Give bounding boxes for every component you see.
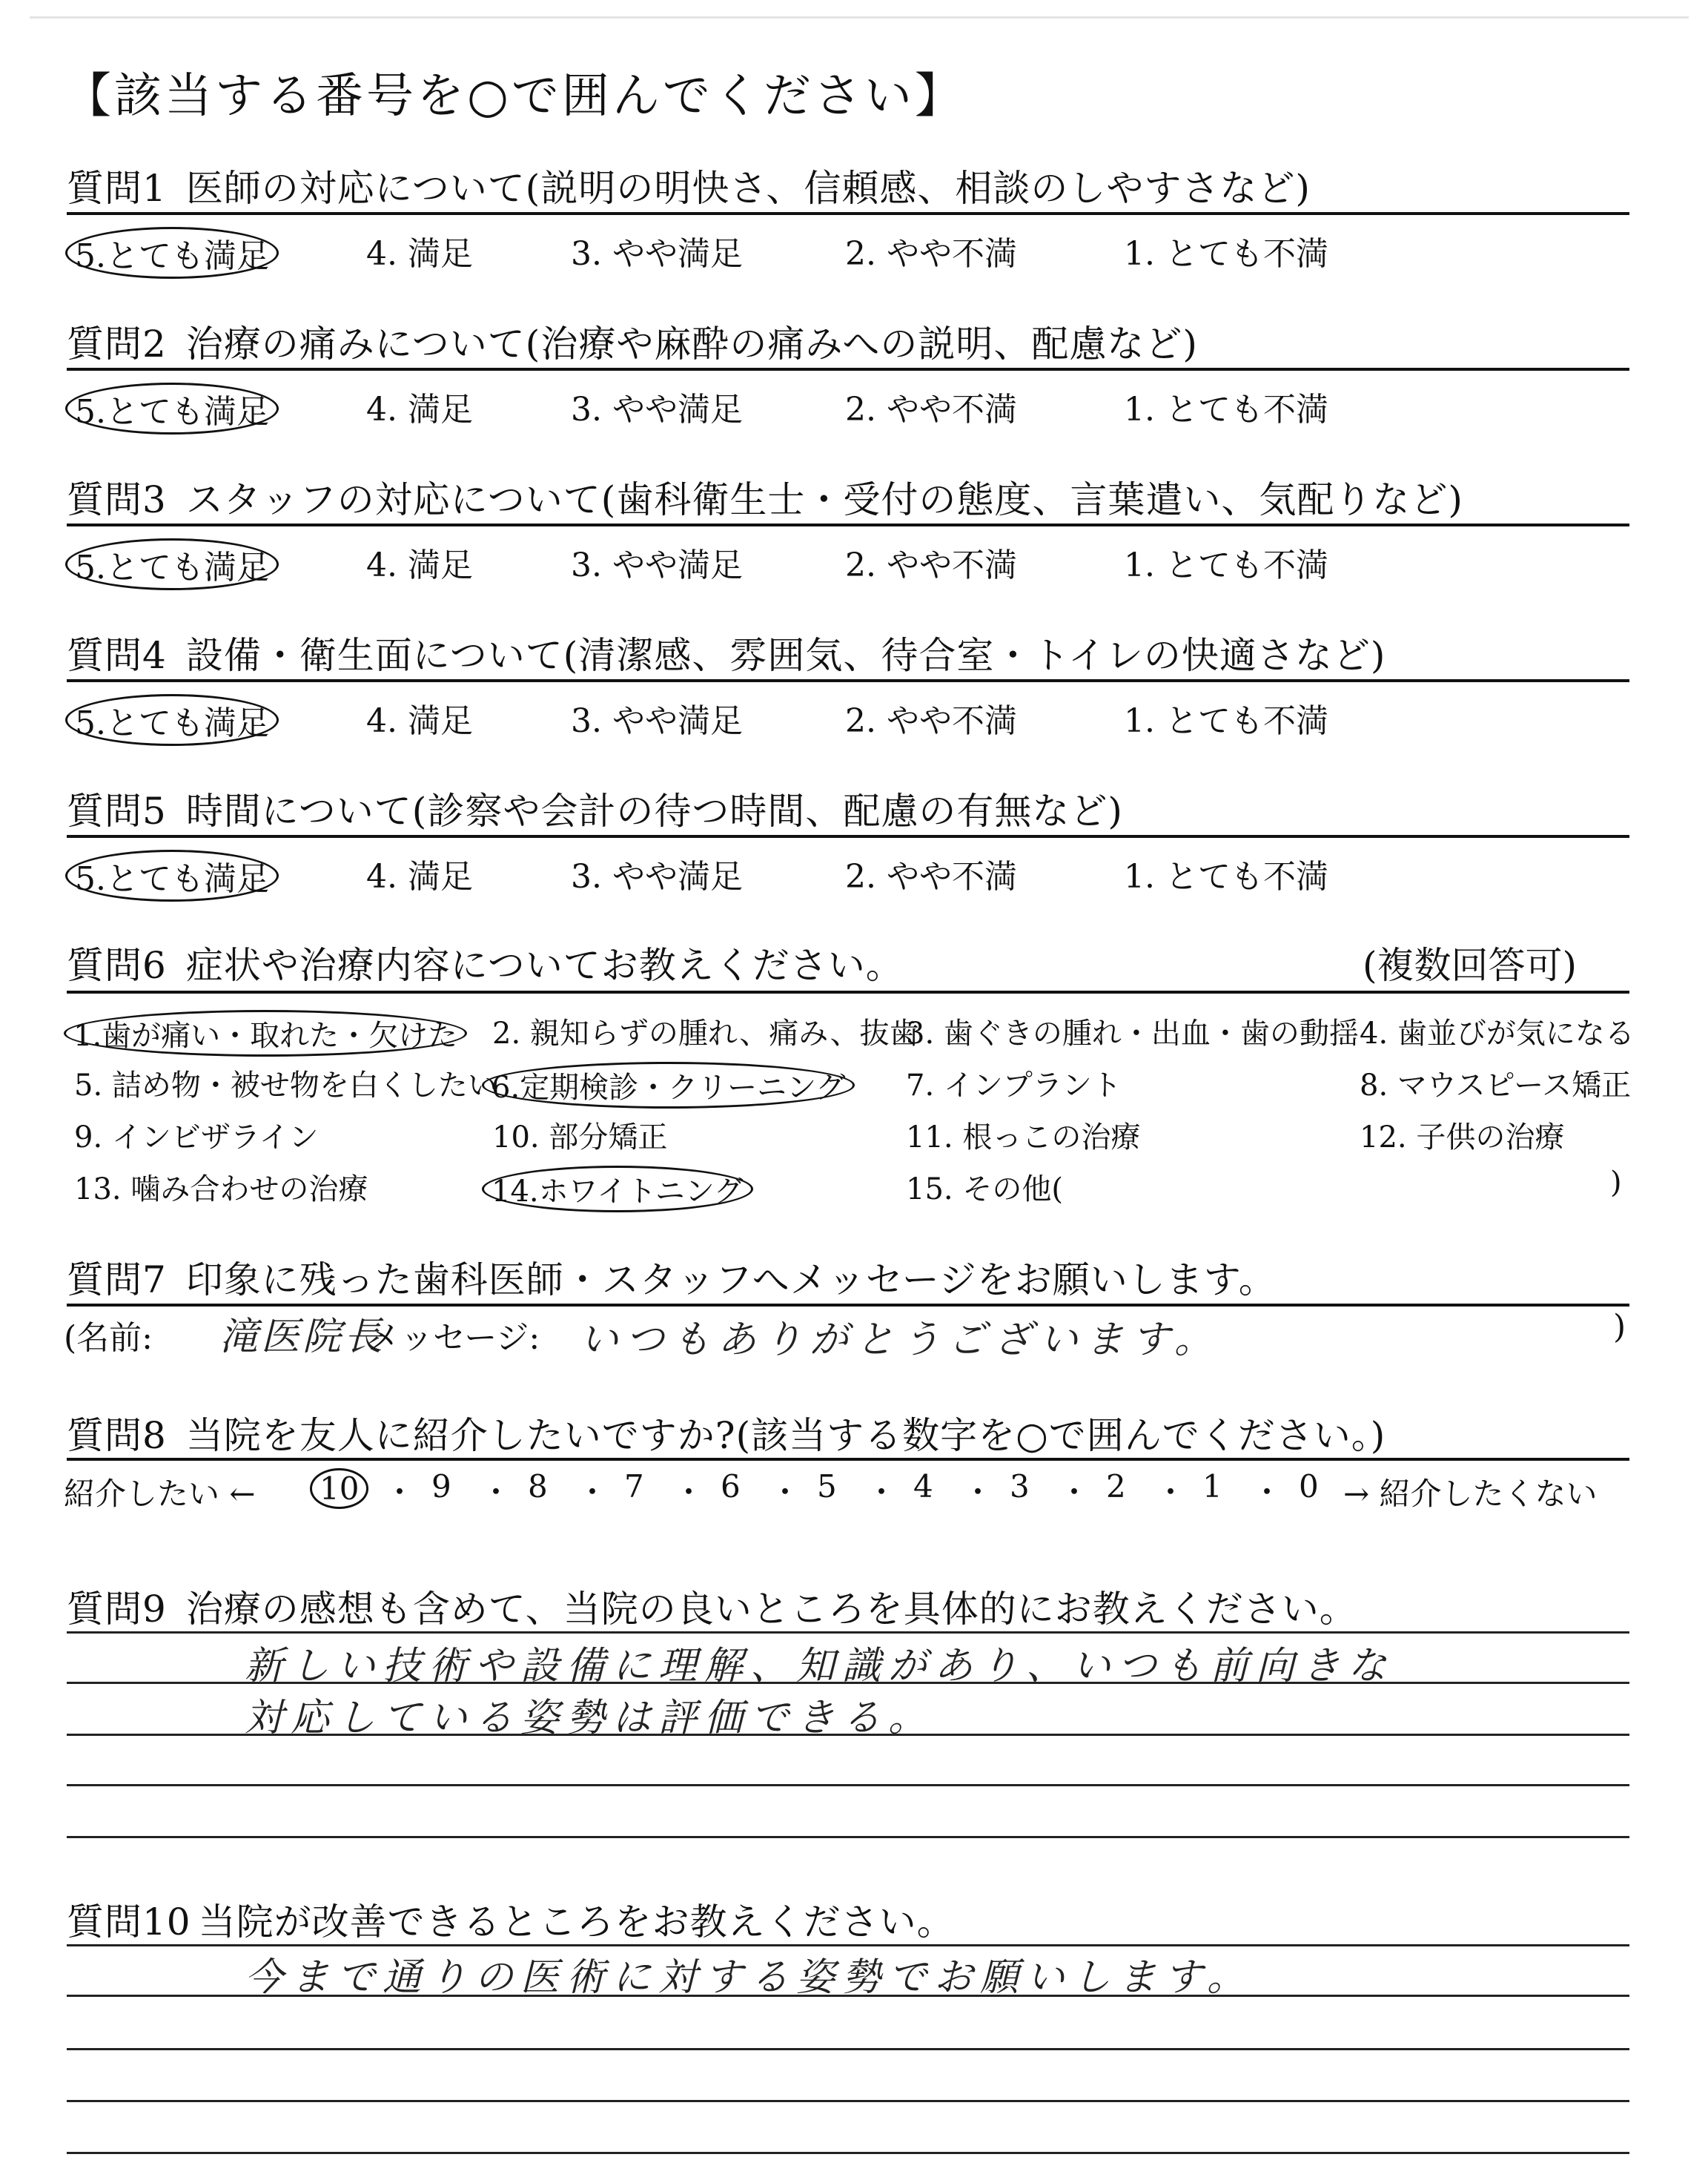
q8-scale-4[interactable]: 4 (913, 1468, 933, 1505)
q3-option-label: 3. やや満足 (571, 546, 743, 584)
q1-option-label: 5.とても満足 (65, 227, 279, 279)
q4-option-label: 2. やや不満 (845, 702, 1017, 740)
q8-scale-10[interactable]: 10 (310, 1468, 368, 1509)
q10-rule-3 (67, 2048, 1629, 2050)
top-border (30, 16, 1689, 19)
q6-option-7[interactable]: 7. インプラント (906, 1069, 1122, 1103)
q1-option-3[interactable] (571, 227, 743, 274)
q8-scale-8[interactable]: 8 (528, 1468, 548, 1505)
q6-option-6[interactable]: 6.定期検診・クリーニング (482, 1062, 855, 1109)
q6-option-15[interactable]: 15. その他( (906, 1172, 1063, 1206)
q6-text: 症状や治療内容についてお教えください。 (185, 944, 904, 987)
q2-option-2[interactable] (845, 383, 1017, 430)
q4-option-label: 4. 満足 (366, 702, 473, 740)
q2-option-label: 1. とても不満 (1124, 391, 1328, 429)
q3-option-1[interactable] (1124, 538, 1328, 586)
q5-option-label: 5.とても満足 (65, 850, 279, 902)
q10-answer-line-1: 今まで通りの医術に対する姿勢でお願いします。 (245, 1955, 1253, 2000)
q10-text: 当院が改善できるところをお教えください。 (198, 1900, 955, 1943)
q1-title (67, 159, 1311, 212)
q3-option-label: 2. やや不満 (845, 546, 1017, 584)
q8-scale-separator: ・ (769, 1474, 801, 1510)
q6-rule (67, 991, 1629, 994)
q5-text: 時間について(診察や会計の待つ時間、配慮の有無など) (185, 790, 1123, 833)
q8-scale-separator: ・ (1059, 1474, 1090, 1510)
q2-option-label: 2. やや不満 (845, 391, 1017, 429)
q8-left-label: 紹介したい ← (64, 1476, 256, 1512)
q9-text: 治療の感想も含めて、当院の良いところを具体的にお教えください。 (185, 1588, 1357, 1631)
q7-name-value: 滝医院長 (219, 1315, 386, 1359)
q2-option-5[interactable] (76, 383, 279, 435)
q6-title (67, 936, 904, 989)
q3-label: 質問3 (67, 478, 167, 521)
q5-option-label: 4. 満足 (366, 858, 473, 896)
q8-scale-separator: ・ (866, 1474, 898, 1510)
q3-option-3[interactable] (571, 538, 743, 586)
q1-option-label: 4. 満足 (366, 235, 473, 273)
q8-scale-2[interactable]: 2 (1106, 1468, 1126, 1505)
q2-rule (67, 368, 1629, 371)
q2-option-label: 4. 満足 (366, 391, 473, 429)
q4-option-label: 5.とても満足 (65, 694, 279, 746)
q9-rule-1 (67, 1631, 1629, 1634)
q8-scale-separator: ・ (577, 1474, 609, 1510)
q4-option-5[interactable] (76, 694, 279, 746)
q8-rule (67, 1458, 1629, 1461)
q9-label: 質問9 (67, 1588, 167, 1631)
q8-scale-separator: ・ (1251, 1474, 1283, 1510)
q6-option-11[interactable]: 11. 根っこの治療 (906, 1120, 1141, 1155)
q1-option-5[interactable] (76, 227, 279, 279)
q2-option-3[interactable] (571, 383, 743, 430)
q3-option-label: 4. 満足 (366, 546, 473, 584)
q1-option-4[interactable] (366, 227, 473, 274)
q6-option-5[interactable]: 5. 詰め物・被せ物を白くしたい (74, 1069, 497, 1103)
q6-close-paren: ) (1610, 1166, 1622, 1200)
q6-label: 質問6 (67, 944, 167, 987)
q2-option-label: 3. やや満足 (571, 391, 743, 429)
q5-title (67, 782, 1123, 835)
q8-scale-7[interactable]: 7 (624, 1468, 644, 1505)
q8-scale-separator: ・ (673, 1474, 705, 1510)
q3-option-5[interactable] (76, 538, 279, 590)
q7-text: 印象に残った歯科医師・スタッフへメッセージをお願いします。 (185, 1258, 1277, 1301)
q8-scale-separator: ・ (480, 1474, 512, 1510)
q5-option-label: 2. やや不満 (845, 858, 1017, 896)
q8-scale-3[interactable]: 3 (1010, 1468, 1030, 1505)
q10-rule-5 (67, 2152, 1629, 2154)
q4-option-3[interactable] (571, 694, 743, 742)
q5-option-1[interactable] (1124, 850, 1328, 897)
q3-title (67, 470, 1463, 524)
q6-option-3[interactable]: 3. 歯ぐきの腫れ・出血・歯の動揺 (906, 1017, 1359, 1051)
q9-rule-5 (67, 1836, 1629, 1838)
q7-message-label: メッセージ: (368, 1319, 540, 1357)
q7-label: 質問7 (67, 1258, 167, 1301)
q1-option-label: 3. やや満足 (571, 235, 743, 273)
q5-option-2[interactable] (845, 850, 1017, 897)
q3-option-label: 5.とても満足 (65, 538, 279, 590)
q4-label: 質問4 (67, 634, 167, 677)
page-title: 【該当する番号を○で囲んでください】 (64, 69, 965, 124)
q5-option-5[interactable] (76, 850, 279, 902)
q2-option-1[interactable] (1124, 383, 1328, 430)
q2-option-label: 5.とても満足 (65, 383, 279, 435)
q4-option-label: 1. とても不満 (1124, 702, 1328, 740)
q10-rule-4 (67, 2100, 1629, 2102)
q4-title (67, 626, 1386, 679)
q6-option-12[interactable]: 12. 子供の治療 (1360, 1120, 1565, 1155)
q8-scale-0[interactable]: 0 (1299, 1468, 1319, 1505)
q5-option-label: 1. とても不満 (1124, 858, 1328, 896)
q8-title (67, 1406, 1386, 1459)
q7-message-value: いつもありがとうございます。 (580, 1318, 1220, 1362)
q5-option-4[interactable] (366, 850, 473, 897)
q4-option-4[interactable] (366, 694, 473, 742)
q8-scale-separator: ・ (962, 1474, 994, 1510)
q6-option-8[interactable]: 8. マウスピース矯正 (1360, 1069, 1632, 1103)
q6-option-1[interactable]: 1.歯が痛い・取れた・欠けた (64, 1010, 467, 1057)
q6-option-9[interactable]: 9. インビザライン (74, 1120, 319, 1155)
q1-option-label: 1. とても不満 (1124, 235, 1328, 273)
q8-scale-6[interactable]: 6 (721, 1468, 741, 1505)
q4-rule (67, 679, 1629, 682)
q6-note: (複数回答可) (1363, 944, 1578, 987)
q4-text: 設備・衛生面について(清潔感、雰囲気、待合室・トイレの快適さなど) (185, 634, 1386, 677)
q9-rule-4 (67, 1784, 1629, 1786)
q10-title (67, 1892, 955, 1946)
q4-option-1[interactable] (1124, 694, 1328, 742)
q3-option-4[interactable] (366, 538, 473, 586)
q7-title (67, 1250, 1277, 1304)
q6-option-13[interactable]: 13. 噛み合わせの治療 (74, 1172, 368, 1206)
q8-text: 当院を友人に紹介したいですか?(該当する数字を○で囲んでください。) (185, 1414, 1386, 1457)
q8-right-label: → 紹介したくない (1343, 1476, 1598, 1512)
q1-option-1[interactable] (1124, 227, 1328, 274)
q3-option-2[interactable] (845, 538, 1017, 586)
q1-option-label: 2. やや不満 (845, 235, 1017, 273)
q7-name-label: (名前: (64, 1319, 153, 1357)
q6-option-2[interactable]: 2. 親知らずの腫れ、痛み、抜歯 (492, 1017, 919, 1051)
q9-title (67, 1579, 1357, 1633)
q8-scale-5[interactable]: 5 (817, 1468, 837, 1505)
q2-title (67, 314, 1198, 368)
q4-option-label: 3. やや満足 (571, 702, 743, 740)
q9-answer-line-2: 対応している姿勢は評価できる。 (245, 1696, 935, 1740)
q1-label: 質問1 (67, 167, 167, 210)
q1-text: 医師の対応について(説明の明快さ、信頼感、相談のしやすさなど) (185, 167, 1311, 210)
q5-rule (67, 835, 1629, 838)
q8-scale-separator: ・ (384, 1474, 416, 1510)
q10-label: 質問10 (67, 1900, 191, 1943)
q1-option-2[interactable] (845, 227, 1017, 274)
q8-scale-9[interactable]: 9 (431, 1468, 451, 1505)
q3-rule (67, 524, 1629, 526)
q3-option-label: 1. とても不満 (1124, 546, 1328, 584)
q6-option-4[interactable]: 4. 歯並びが気になる (1360, 1017, 1635, 1051)
q3-text: スタッフの対応について(歯科衛生士・受付の態度、言葉遣い、気配りなど) (185, 478, 1463, 521)
q8-scale-separator: ・ (1155, 1474, 1187, 1510)
q6-option-14[interactable]: 14.ホワイトニング (482, 1166, 753, 1212)
q4-option-2[interactable] (845, 694, 1017, 742)
q2-label: 質問2 (67, 323, 167, 366)
q8-label: 質問8 (67, 1414, 167, 1457)
q5-option-3[interactable] (571, 850, 743, 897)
q8-scale-1[interactable]: 1 (1202, 1468, 1222, 1505)
q5-option-label: 3. やや満足 (571, 858, 743, 896)
q2-text: 治療の痛みについて(治療や麻酔の痛みへの説明、配慮など) (185, 323, 1198, 366)
q5-label: 質問5 (67, 790, 167, 833)
q6-option-10[interactable]: 10. 部分矯正 (492, 1120, 668, 1155)
q7-close-paren: ) (1613, 1308, 1626, 1346)
q9-answer-line-1: 新しい技術や設備に理解、知識があり、いつも前向きな (245, 1644, 1394, 1688)
q1-rule (67, 212, 1629, 215)
q2-option-4[interactable] (366, 383, 473, 430)
